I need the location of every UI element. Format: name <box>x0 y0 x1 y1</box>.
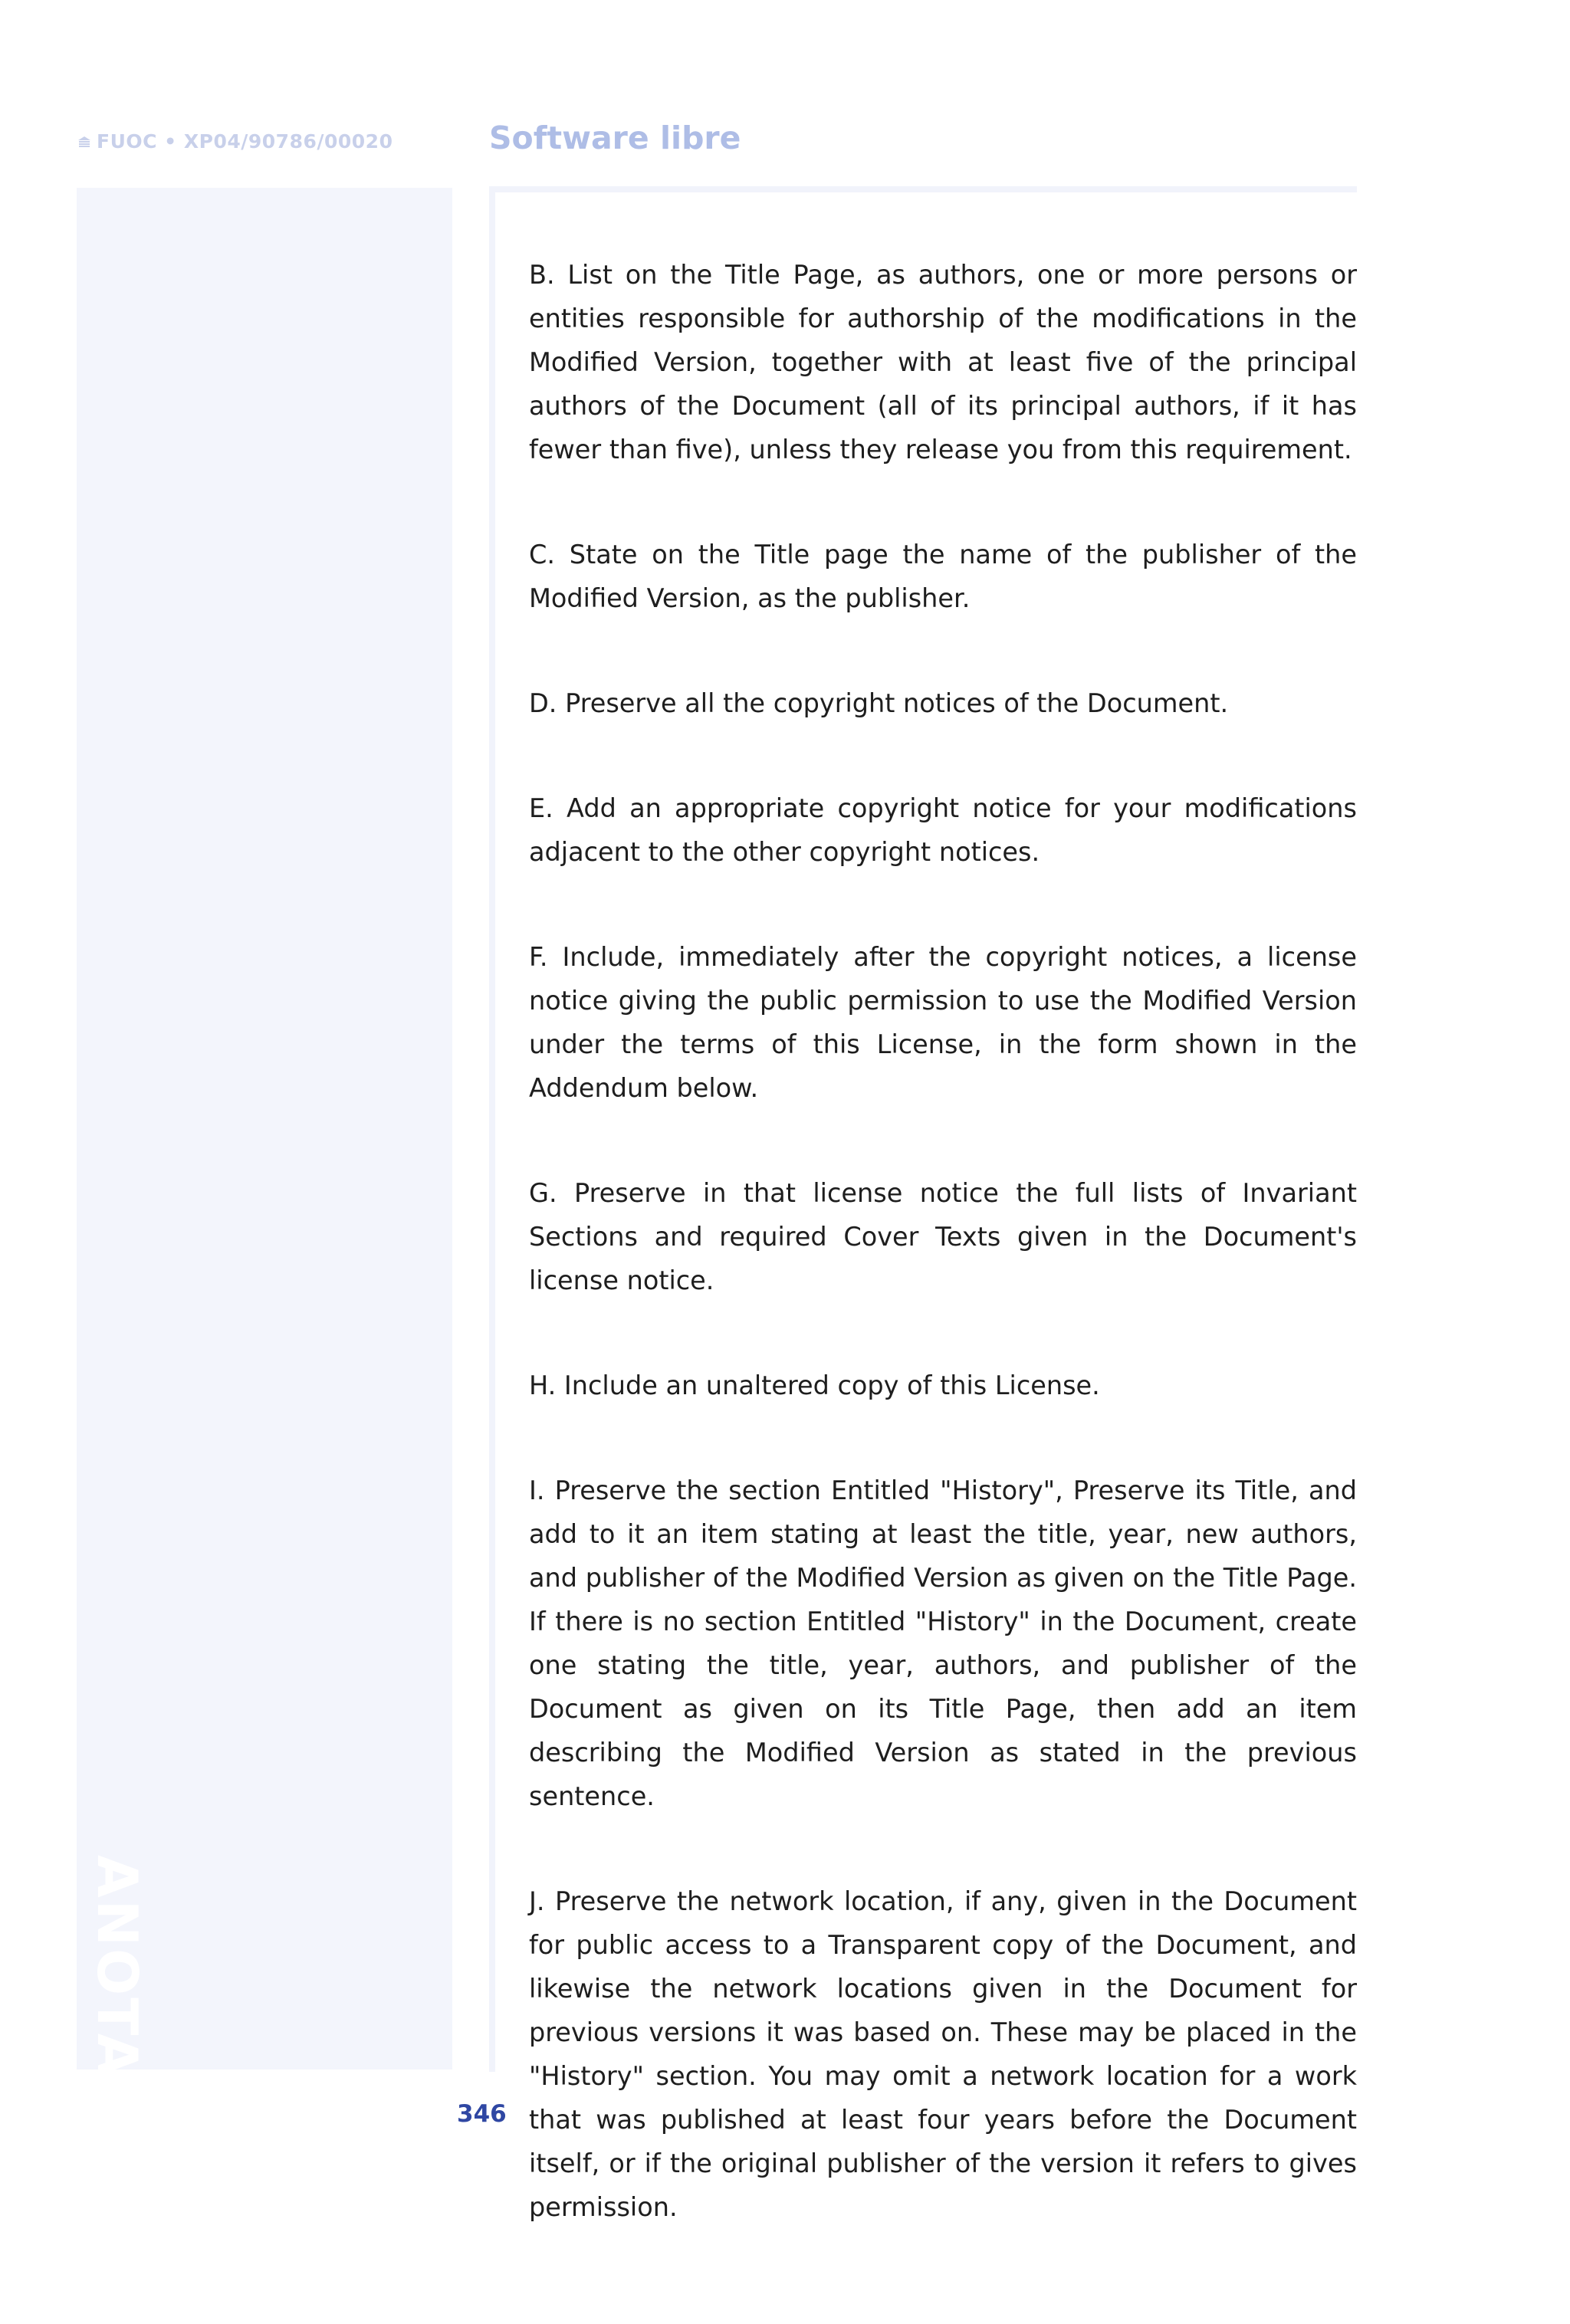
page-number: 346 <box>457 2100 507 2128</box>
sidebar-label: ANOTACIONES <box>85 1855 149 2324</box>
page-title: Software libre <box>489 120 741 156</box>
paragraph-h: H. Include an unaltered copy of this License. <box>529 1370 1100 1400</box>
header-code <box>77 130 392 153</box>
paragraph-j: J. Preserve the network location, if any, given in the Document for public access to a Transparent copy of the Document, and likewise the network locations given in the Document for previous versions it was based on. These may be placed in the "History" section. You may omit a network location for a work that was published at least four years before the Document itself, or if the original publisher of the version it refers to gives permission. <box>529 1886 1357 2222</box>
main-content <box>529 253 1357 2229</box>
header-code-text: FUOC • XP04/90786/00020 <box>97 130 393 153</box>
paragraph-g: G. Preserve in that license notice the full lists of Invariant Sections and required Cover Texts given in the Document's license notice. <box>529 1178 1357 1295</box>
paragraph-i: I. Preserve the section Entitled "History", Preserve its Title, and add to it an item stating at least the title, year, new authors, and publisher of the Modified Version as given on the Title Page. If there is no section Entitled "History" in the Document, create one stating the title, year, authors, and publisher of the Document as given on its Title Page, then add an item describing the Modified Version as stated in the previous sentence. <box>529 1475 1357 1811</box>
uoc-logo-icon <box>77 134 92 149</box>
content-frame-left <box>489 186 495 2072</box>
paragraph-b: B. List on the Title Page, as authors, one or more persons or entities responsible for authorship of the modifications in the Modified Version, together with at least five of the principal authors of the Document (all of its principal authors, if it has fewer than five), unless they release you from this requirement. <box>529 260 1357 464</box>
paragraph-d: D. Preserve all the copyright notices of the Document. <box>529 688 1229 718</box>
paragraph-c: C. State on the Title page the name of the publisher of the Modified Version, as the publisher. <box>529 540 1357 613</box>
content-frame-top <box>489 186 1357 192</box>
paragraph-e: E. Add an appropriate copyright notice for your modifications adjacent to the other copyright notices. <box>529 793 1357 867</box>
paragraph-f: F. Include, immediately after the copyright notices, a license notice giving the public permission to use the Modified Version under the terms of this License, in the form shown in the Addendum below. <box>529 942 1357 1103</box>
annotations-sidebar <box>77 188 452 2324</box>
